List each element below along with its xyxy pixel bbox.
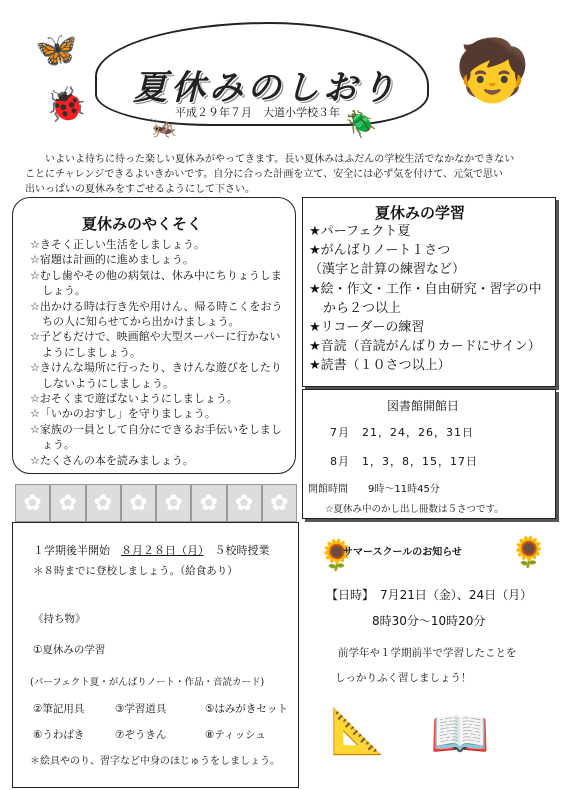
sunflower-left-icon: 🌻 xyxy=(318,538,356,573)
study-title: 夏休みの学習 xyxy=(375,204,466,222)
rule-item: ☆宿題は計画的に進めましょう。 xyxy=(30,253,194,267)
item-indoor-shoes: ⑥うわばき xyxy=(33,729,85,741)
sunflower-icon: ✿ xyxy=(86,484,121,522)
item-writing-tools: ②筆記用具 xyxy=(33,703,85,715)
sunflower-border xyxy=(15,484,297,522)
compass-ruler-icon: 📐 xyxy=(330,706,385,757)
intro-line: 出いっぱいの夏休みをすごせるようにして下さい。 xyxy=(25,184,255,195)
summer-school-text-1: 前学年や１学期前半で学習したことを xyxy=(338,647,517,659)
rule-item: ☆きけんな場所に行ったり、きけんな遊びをしたりしないようにしましょう。 xyxy=(30,361,282,390)
semester-prefix: １学期後半開始 xyxy=(33,544,121,557)
semester-suffix: ５校時授業 xyxy=(214,544,270,557)
grasshopper-illustration-icon: 🦗 xyxy=(150,115,178,140)
rule-item: ☆むし歯やその他の病気は、休み中にちりょうしましょう。 xyxy=(30,268,282,298)
study-item: ★がんばりノート１さつ xyxy=(309,243,451,259)
summer-school-title: サマースクールのお知らせ xyxy=(343,547,462,558)
sunflower-icon: ✿ xyxy=(15,484,50,522)
item-toothbrush-set: ⑤はみがきセット xyxy=(205,703,288,715)
intro-text xyxy=(25,152,545,197)
sunflower-icon: ✿ xyxy=(50,484,85,522)
sunflower-icon: ✿ xyxy=(227,484,262,522)
rules-list xyxy=(30,237,288,468)
rule-item: ☆きそく正しい生活をしましょう。 xyxy=(30,238,205,251)
item-summer-study: ①夏休みの学習 xyxy=(33,644,106,656)
study-item: ★リコーダーの練習 xyxy=(309,320,425,336)
item-tissue: ⑧ティッシュ xyxy=(205,729,266,741)
library-hours: 開館時間 9時～11時45分 xyxy=(308,484,440,495)
library-july-dates: 7月 21，24，26，31日 xyxy=(330,426,474,439)
butterfly-illustration-icon: 🦋 xyxy=(35,30,78,70)
summer-school-dates: 【日時】 7月21日（金）、24日（月） xyxy=(326,588,533,602)
items-note: ＊絵具やのり、習字など中身のほじゅうをしましょう。 xyxy=(30,756,280,767)
beetle-illustration-icon: 🪲 xyxy=(345,110,378,140)
study-item: ★パーフェクト夏 xyxy=(309,224,411,239)
rule-item: ☆「いかのおすし」を守りましょう。 xyxy=(30,407,216,421)
item-summer-study-detail: (パーフェクト夏・がんばりノート・作品・音読カード) xyxy=(30,677,265,688)
rules-title: 夏休みのやくそく xyxy=(82,215,203,233)
semester-start xyxy=(33,542,270,558)
library-note: ☆夏休み中のかし出し冊数は５さつです。 xyxy=(325,504,504,515)
items-label: 《持ち物》 xyxy=(33,613,86,625)
study-list xyxy=(309,222,553,376)
sunflower-right-icon: 🌻 xyxy=(510,535,548,570)
sunflower-icon: ✿ xyxy=(156,484,191,522)
sunflower-icon: ✿ xyxy=(262,484,297,522)
item-study-tools: ③学習道具 xyxy=(115,703,167,715)
study-item: ★読書（１０さつ以上） xyxy=(309,358,451,374)
rule-item: ☆家族の一員として自分にできるお手伝いをしましょう。 xyxy=(30,422,282,452)
study-item: （漢字と計算の練習など） xyxy=(309,262,466,278)
intro-line: ことにチャレンジできるよいきかいです。自分に合った計画を立て、安全には必ず気を付けて、元気で思い xyxy=(25,169,503,180)
study-item: ★絵・作文・工作・自由研究・習字の中から２つ以上 xyxy=(309,281,542,316)
rule-item: ☆たくさんの本を読みましょう。 xyxy=(30,453,194,467)
item-rag: ⑦ぞうきん xyxy=(115,729,167,741)
notebook-pencil-icon: 📖 xyxy=(430,706,490,762)
semester-date: ８月２８日（月） xyxy=(121,544,204,557)
sunflower-icon: ✿ xyxy=(121,484,156,522)
page-title: 夏休みのしおり xyxy=(133,68,399,108)
rule-item: ☆出かける時は行き先や用けん、帰る時こくをおうちの人に知らせてから出かけましょう。 xyxy=(30,299,283,329)
rule-item: ☆おそくまで遊ばないようにしましょう。 xyxy=(30,392,238,406)
study-item: ★音読（音読がんばりカードにサイン） xyxy=(309,339,541,355)
bug-illustration-icon: 🐞 xyxy=(45,85,88,125)
summer-school-time: 8時30分～10時20分 xyxy=(372,614,486,628)
intro-line: いよいよ待ちに待った楽しい夏休みがやってきます。長い夏休みはふだんの学校生活でなかなかできない xyxy=(45,154,515,165)
library-august-dates: 8月 1，3，8，15，17日 xyxy=(330,455,478,468)
child-with-net-illustration-icon: 🧒 xyxy=(455,36,530,106)
sunflower-icon: ✿ xyxy=(191,484,226,522)
date-school: 平成２９年７月 大道小学校３年 xyxy=(175,106,340,119)
semester-note: ＊８時までに登校しましょう。（給食あり） xyxy=(33,565,238,577)
summer-school-text-2: しっかりふく習しましょう！ xyxy=(335,672,472,684)
library-title: 図書館開館日 xyxy=(387,399,460,413)
rule-item: ☆子どもだけで、映画館や大型スーパーに行かないようにしましょう。 xyxy=(30,330,281,359)
